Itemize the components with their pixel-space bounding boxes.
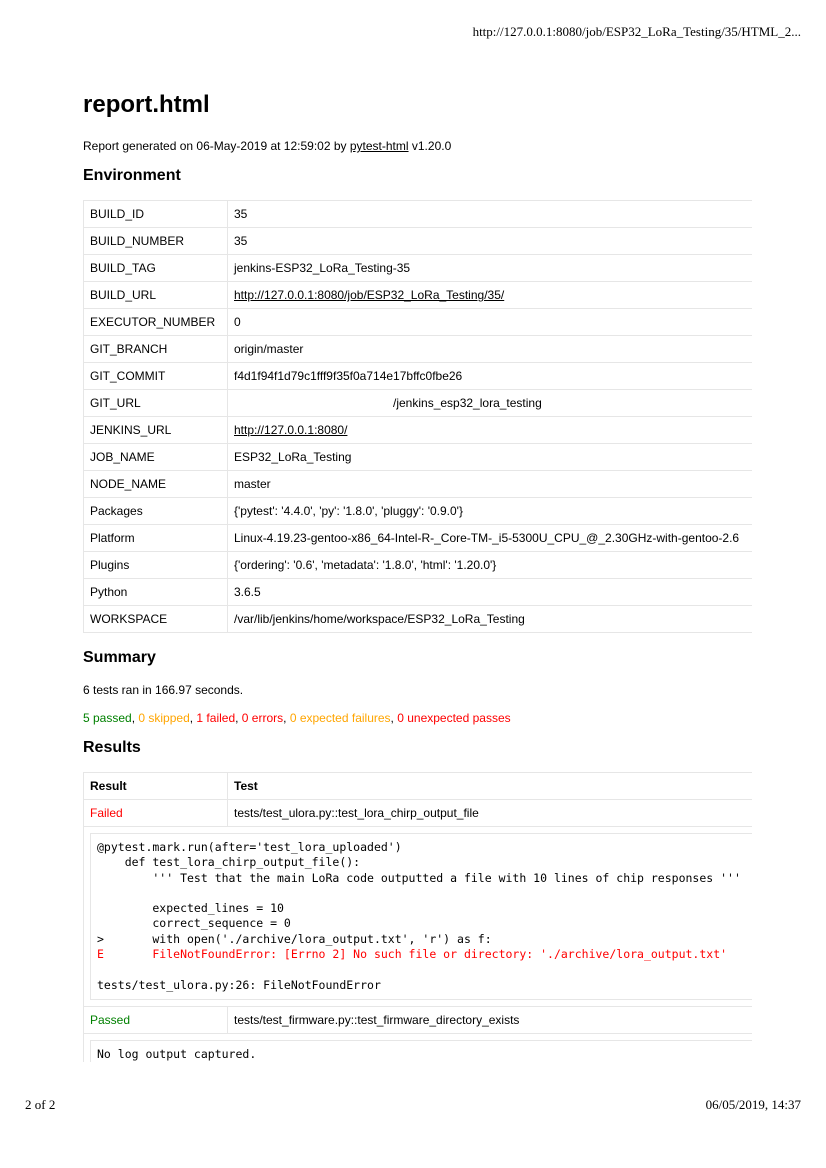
environment-key: Python (84, 579, 228, 606)
environment-row (84, 390, 753, 417)
skipped-filter[interactable]: 0 skipped (138, 711, 190, 725)
environment-key: Plugins (84, 552, 228, 579)
log-line: ''' Test that the main LoRa code outputted a file with 10 lines of chip responses ''' (97, 870, 741, 885)
environment-row (84, 363, 753, 390)
environment-value: {'ordering': '0.6', 'metadata': '1.8.0', 'html': '1.20.0'} (228, 552, 753, 579)
environment-row (84, 444, 753, 471)
environment-value: f4d1f94f1d79c1fff9f35f0a714e17bffc0fbe26 (228, 363, 753, 390)
environment-value: {'pytest': '4.4.0', 'py': '1.8.0', 'pluggy': '0.9.0'} (228, 498, 753, 525)
log-line: correct_sequence = 0 (97, 916, 291, 931)
environment-value: jenkins-ESP32_LoRa_Testing-35 (228, 255, 753, 282)
environment-key: Packages (84, 498, 228, 525)
generated-suffix: v1.20.0 (408, 139, 452, 153)
environment-row (84, 255, 753, 282)
failed-filter[interactable]: 1 failed (196, 711, 236, 725)
log-line: > with open('./archive/lora_output.txt', 'r') as f: (97, 931, 492, 946)
print-header-url: http://127.0.0.1:8080/job/ESP32_LoRa_Testing/35/HTML_2... (472, 24, 801, 39)
environment-row (84, 579, 753, 606)
environment-row (84, 498, 753, 525)
generated-line (83, 139, 451, 153)
results-header-row (84, 773, 753, 800)
passed-filter[interactable]: 5 passed (83, 711, 132, 725)
environment-value: origin/master (228, 336, 753, 363)
log-line (97, 886, 752, 901)
environment-key: GIT_URL (84, 390, 228, 417)
test-column-header[interactable]: Test (228, 773, 753, 800)
environment-key: JOB_NAME (84, 444, 228, 471)
result-log-row (84, 827, 753, 1007)
environment-value: 35 (228, 201, 753, 228)
environment-key: BUILD_TAG (84, 255, 228, 282)
environment-row (84, 417, 753, 444)
environment-row (84, 471, 753, 498)
test-name: tests/test_ulora.py::test_lora_chirp_output_file (228, 800, 753, 827)
log-line: def test_lora_chirp_output_file(): (97, 855, 361, 870)
log-cell (84, 827, 753, 1007)
report-content (83, 0, 752, 1062)
environment-key: BUILD_NUMBER (84, 228, 228, 255)
environment-value: 0 (228, 309, 753, 336)
environment-row (84, 282, 753, 309)
summary-ran: 6 tests ran in 166.97 seconds. (83, 683, 244, 697)
environment-row (84, 201, 753, 228)
summary-counts: 5 passed, 0 skipped, 1 failed, 0 errors, 0 expected failures, 0 unexpected passes (83, 711, 511, 725)
environment-key: NODE_NAME (84, 471, 228, 498)
environment-row (84, 336, 753, 363)
print-page-number: 2 of 2 (25, 1097, 56, 1112)
log-line: No log output captured. (97, 1046, 257, 1061)
page-title: report.html (83, 91, 210, 118)
print-timestamp: 06/05/2019, 14:37 (705, 1097, 801, 1112)
environment-row (84, 552, 753, 579)
result-status: Passed (84, 1006, 228, 1033)
environment-heading: Environment (83, 167, 181, 184)
log-line (97, 962, 752, 977)
environment-value (228, 282, 753, 309)
environment-value: 3.6.5 (228, 579, 753, 606)
log-output (90, 833, 752, 1000)
log-cell (84, 1033, 753, 1062)
log-output (90, 1040, 752, 1062)
environment-key: GIT_BRANCH (84, 336, 228, 363)
environment-value: master (228, 471, 753, 498)
environment-value: 35 (228, 228, 753, 255)
log-line: expected_lines = 10 (97, 901, 284, 916)
environment-row (84, 606, 753, 633)
environment-key: JENKINS_URL (84, 417, 228, 444)
environment-row (84, 525, 753, 552)
environment-key: WORKSPACE (84, 606, 228, 633)
result-log-row (84, 1033, 753, 1062)
errors-filter[interactable]: 0 errors (241, 711, 284, 725)
log-line: @pytest.mark.run(after='test_lora_uploaded') (97, 840, 402, 854)
environment-value: Linux-4.19.23-gentoo-x86_64-Intel-R-_Core-TM-_i5-5300U_CPU_@_2.30GHz-with-gentoo-2.6 (228, 525, 753, 552)
test-name: tests/test_firmware.py::test_firmware_directory_exists (228, 1006, 753, 1033)
environment-row (84, 228, 753, 255)
environment-value: /jenkins_esp32_lora_testing (228, 390, 753, 417)
summary-heading: Summary (83, 649, 156, 666)
generated-prefix: Report generated on 06-May-2019 at 12:59:02 by (83, 139, 350, 153)
log-line: tests/test_ulora.py:26: FileNotFoundError (97, 977, 381, 992)
unexpected-passes-filter[interactable]: 0 unexpected passes (397, 711, 511, 725)
environment-table (83, 200, 752, 633)
environment-key: BUILD_URL (84, 282, 228, 309)
environment-key: EXECUTOR_NUMBER (84, 309, 228, 336)
result-row[interactable] (84, 800, 753, 827)
environment-link[interactable]: http://127.0.0.1:8080/ (234, 423, 348, 437)
environment-key: GIT_COMMIT (84, 363, 228, 390)
log-line: E FileNotFoundError: [Errno 2] No such file or directory: './archive/lora_output.txt' (97, 947, 728, 962)
pytest-html-link[interactable]: pytest-html (349, 139, 409, 153)
results-table (83, 772, 752, 1062)
environment-key: BUILD_ID (84, 201, 228, 228)
expected-failures-filter[interactable]: 0 expected failures (289, 711, 391, 725)
environment-key: Platform (84, 525, 228, 552)
result-status: Failed (84, 800, 228, 827)
result-row[interactable] (84, 1006, 753, 1033)
result-column-header[interactable]: Result (84, 773, 228, 800)
environment-value: /var/lib/jenkins/home/workspace/ESP32_LoRa_Testing (228, 606, 753, 633)
environment-row (84, 309, 753, 336)
environment-value (228, 417, 753, 444)
environment-value: ESP32_LoRa_Testing (228, 444, 753, 471)
results-heading: Results (83, 739, 141, 756)
environment-link[interactable]: http://127.0.0.1:8080/job/ESP32_LoRa_Testing/35/ (234, 288, 505, 302)
